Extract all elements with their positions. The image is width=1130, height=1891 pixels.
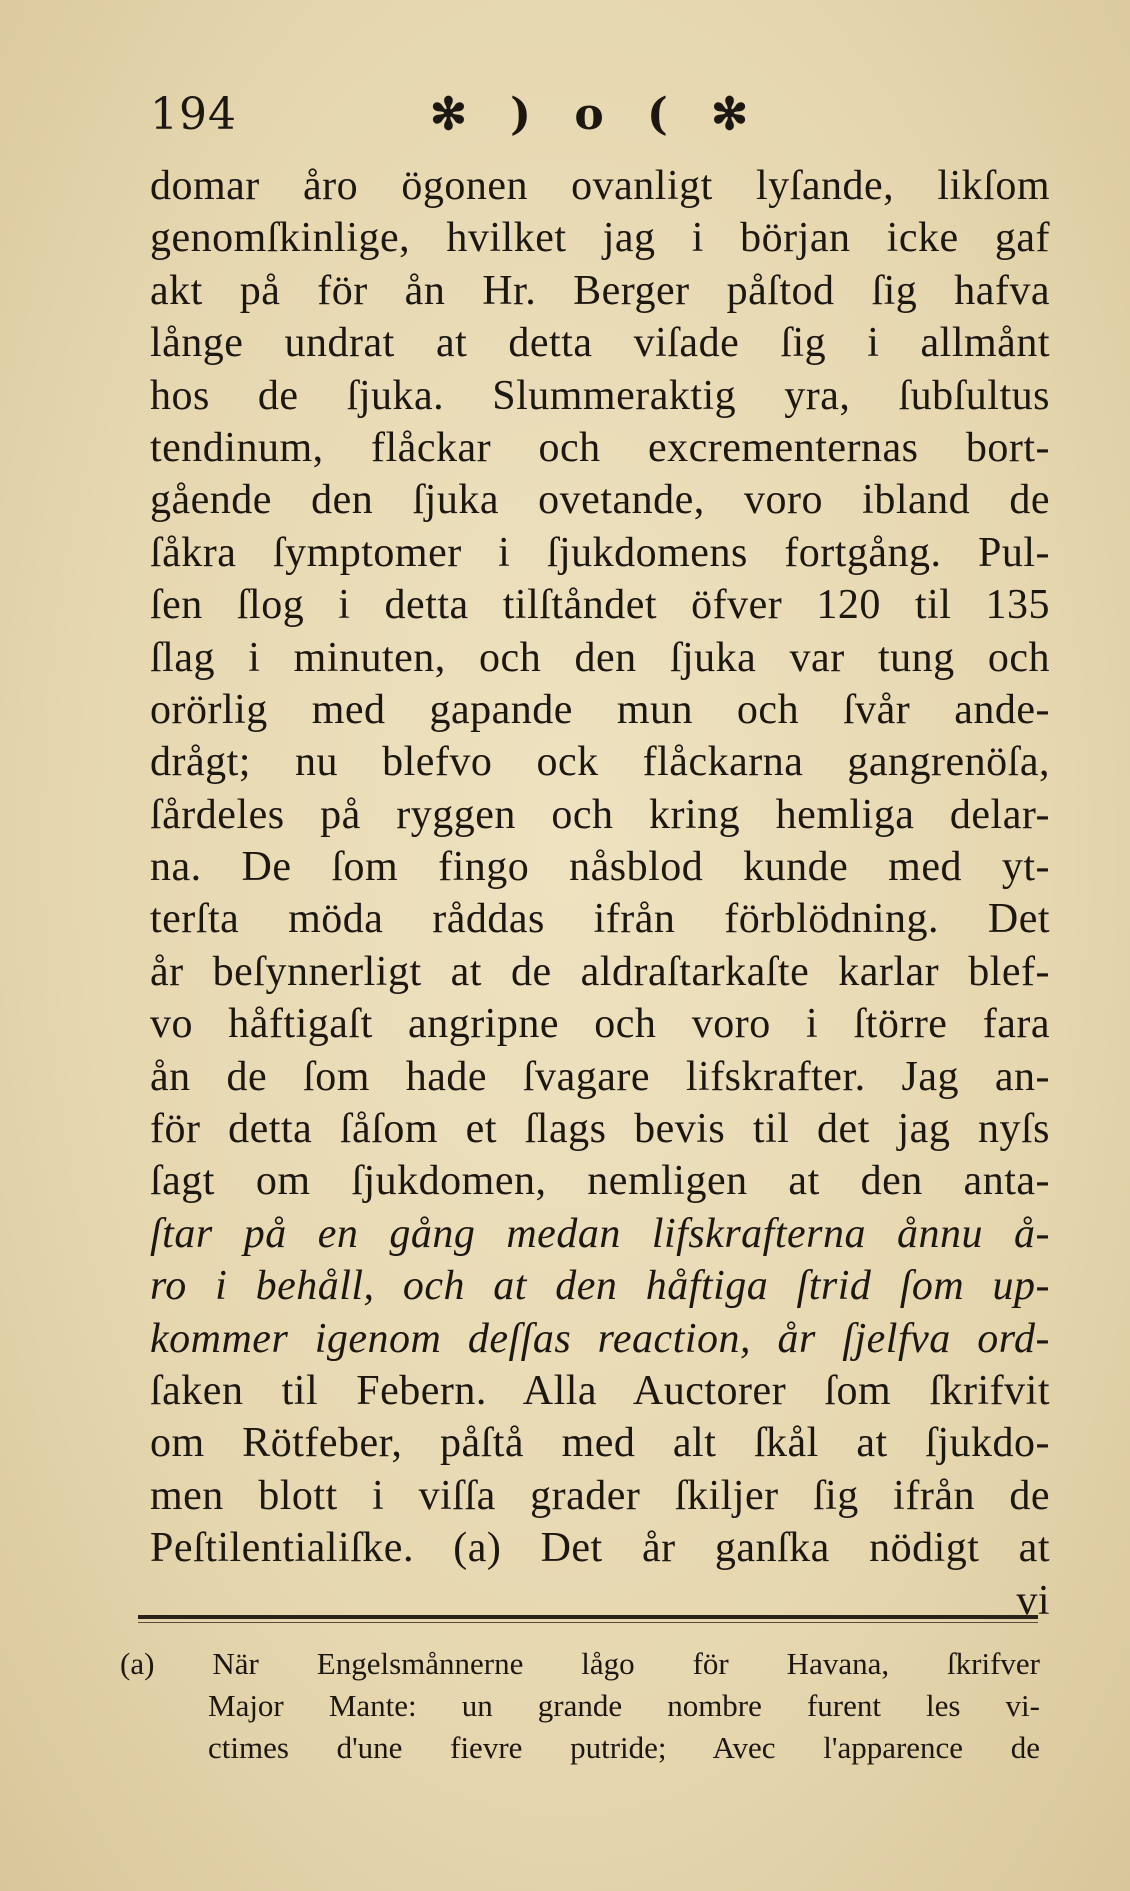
body-line-italic: ſtar på en gång medan lifskrafterna ånnu å- [150, 1210, 1050, 1257]
running-head-ornament: ✻ ) o ( ✻ [430, 89, 762, 140]
page-number: 194 [150, 89, 237, 140]
body-line-italic: kommer igenom deſſas reaction, år ſjelfva ord- [150, 1315, 1050, 1362]
body-line: ån de ſom hade ſvagare lifskrafter. Jag an- [150, 1053, 1050, 1100]
body-line: ſagt om ſjukdomen, nemligen at den anta- [150, 1158, 1050, 1205]
body-line: om Rötfeber, påſtå med alt ſkål at ſjukdo- [150, 1420, 1050, 1467]
body-line: vo håftigaſt angripne och voro i ſtörre fara [150, 1001, 1050, 1048]
footnote [120, 1643, 1040, 1769]
page-header [150, 85, 1030, 145]
body-line: domar åro ögonen ovanligt lyſande, likſom [150, 163, 1050, 209]
catchword: vi [1016, 1577, 1050, 1624]
body-line: tendinum, flåckar och excrementernas bort- [150, 424, 1050, 471]
footnote-line: ctimes d'une fievre putride; Avec l'apparence de [208, 1730, 1040, 1765]
body-line: ſen ſlog i detta tilſtåndet öfver 120 til 135 [150, 582, 1050, 629]
body-line: år beſynnerligt at de aldraſtarkaſte karlar blef- [150, 948, 1050, 995]
body-line: na. De ſom fingo nåsblod kunde med yt- [150, 844, 1050, 891]
body-line: genomſkinlige, hvilket jag i början icke gaf [150, 215, 1050, 262]
body-line: ſlag i minuten, och den ſjuka var tung och [150, 634, 1050, 681]
body-line: drågt; nu blefvo ock flåckarna gangrenöſa, [150, 739, 1050, 786]
body-text [150, 160, 1050, 1627]
body-line: ſårdeles på ryggen och kring hemliga delar- [150, 791, 1050, 838]
footnote-line: (a) När Engelsmånnerne lågo för Havana, ſkrifver [120, 1646, 1040, 1681]
body-line: men blott i viſſa grader ſkiljer ſig ifrån de [150, 1472, 1050, 1519]
footnote-line: Major Mante: un grande nombre furent les vi- [208, 1688, 1040, 1723]
footnote-divider [138, 1615, 1038, 1619]
body-line: ſaken til Febern. Alla Auctorer ſom ſkrifvit [150, 1367, 1050, 1414]
body-line: långe undrat at detta viſade ſig i allmånt [150, 320, 1050, 367]
body-line: orörlig med gapande mun och ſvår ande- [150, 686, 1050, 733]
body-line: för detta ſåſom et ſlags bevis til det jag nyſs [150, 1106, 1050, 1153]
body-line: gående den ſjuka ovetande, voro ibland de [150, 477, 1050, 524]
body-line-italic: ro i behåll, och at den håftiga ſtrid ſom up- [150, 1263, 1050, 1310]
body-line: terſta möda råddas ifrån förblödning. Det [150, 896, 1050, 943]
body-line: hos de ſjuka. Slummeraktig yra, ſubſultus [150, 372, 1050, 419]
body-line: Peſtilentialiſke. (a) Det år ganſka nödigt at [150, 1525, 1050, 1572]
body-line: akt på för ån Hr. Berger påſtod ſig hafva [150, 267, 1050, 314]
body-line: ſåkra ſymptomer i ſjukdomens fortgång. Pul- [150, 529, 1050, 576]
